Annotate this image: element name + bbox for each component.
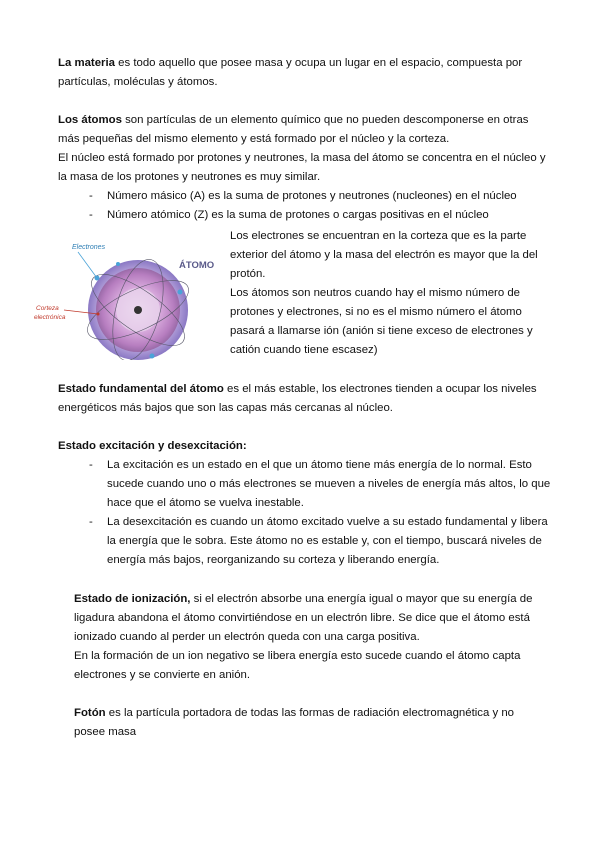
paragraph-ion-negativo: En la formación de un ion negativo se libera energía esto sucede cuando el átomo capta electrones y se convierte en anión. [74, 650, 521, 681]
term-materia: La materia [58, 57, 115, 69]
label-electrones: Electrones [72, 244, 106, 251]
paragraph-neutros: Los átomos son neutros cuando hay el mismo número de protones y electrones, si no es el mismo número el átomo pasará a llamarse ión (anión si tiene exceso de electrones y catión cuando tiene escasez) [230, 287, 533, 356]
label-electronica: electrónica [34, 314, 66, 321]
paragraph-estado-fundamental: Estado fundamental del átomo es el más estable, los electrones tienden a ocupar los niveles energéticos más bajos que son las capas más cercanas al núcleo. [58, 383, 537, 414]
electron-dot [178, 290, 183, 295]
heading-excitacion: Estado excitación y desexcitación: [58, 440, 247, 452]
term-ionizacion: Estado de ionización, [74, 593, 191, 605]
label-corteza: Corteza [36, 305, 59, 312]
electron-dot [150, 354, 155, 359]
paragraph-foton: Fotón es la partícula portadora de todas las formas de radiación electromagnética y no posee masa [74, 707, 515, 738]
paragraph-ionizacion: Estado de ionización, si el electrón absorbe una energía igual o mayor que su energía de ligadura abandona el átomo convirtiéndose en un electrón libre. Se dice que el átomo está ionizado cuando al perder un electrón queda con una carga positiva. [74, 593, 533, 643]
pointer-electrones [78, 252, 97, 278]
atom-diagram [30, 230, 225, 360]
label-atomo: ÁTOMO [179, 260, 215, 271]
paragraph-nucleo: El núcleo está formado por protones y neutrones, la masa del átomo se concentra en el núcleo y la masa de los protones y neutrones es muy similar. [58, 152, 546, 183]
term-atomos: Los átomos [58, 114, 122, 126]
paragraph-materia: La materia es todo aquello que posee masa y ocupa un lugar en el espacio, compuesta por partículas, moléculas y átomos. [58, 57, 523, 88]
term-foton: Fotón [74, 707, 106, 719]
paragraph-electrones: Los electrones se encuentran en la corteza que es la parte exterior del átomo y la masa del electrón es mayor que la del protón. [230, 230, 538, 280]
paragraph-atomos: Los átomos son partículas de un elemento químico que no pueden descomponerse en otras más pequeñas del mismo elemento y está formado por el núcleo y la corteza. [58, 114, 529, 145]
electron-dot [116, 262, 120, 266]
term-estado-fundamental: Estado fundamental del átomo [58, 383, 224, 395]
nucleus [134, 306, 142, 314]
